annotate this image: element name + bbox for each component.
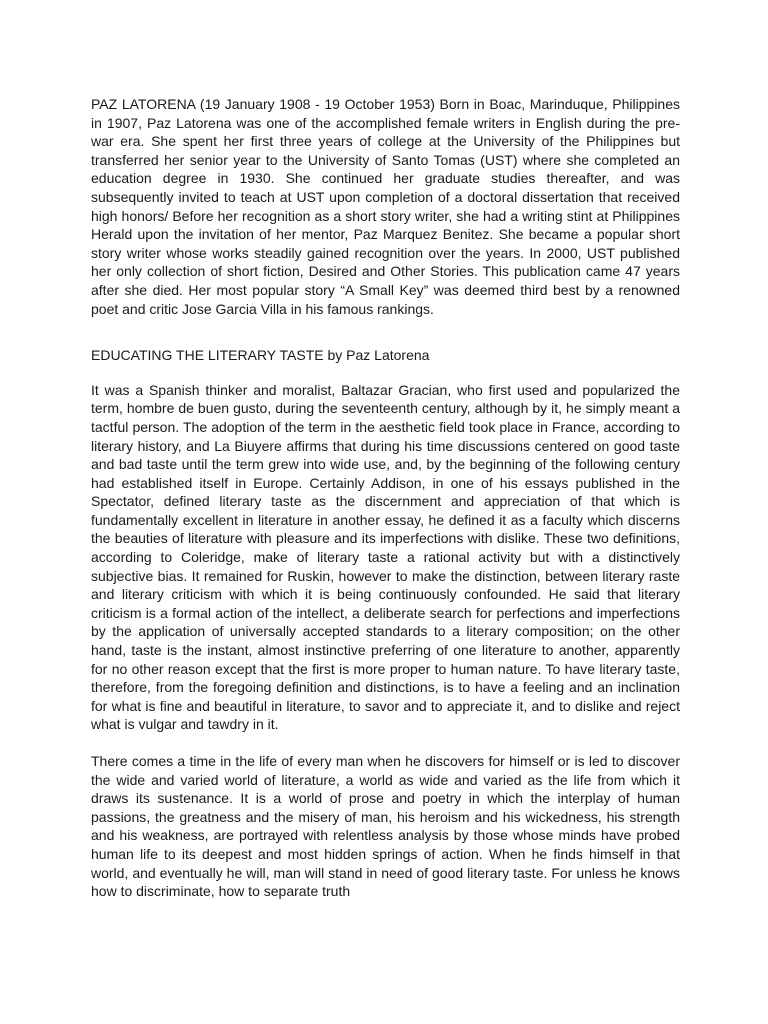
essay-paragraph-1: It was a Spanish thinker and moralist, Baltazar Gracian, who first used and popularized the term, hombre de buen gusto, during the seventeenth century, although by it, he simply meant a tactful person. The adoption of the term in the aesthetic field took place in France, according to literary history, and La Biuyere affirms that during his time discussions centered on good taste and bad taste until the term grew into wide use, and, by the beginning of the following century had established itself in Europe. Certainly Addison, in one of his essays published in the Spectator, defined literary taste as the discernment and appreciation of that which is fundamentally excellent in literature in another essay, he defined it as a faculty which discerns the beauties of literature with pleasure and its imperfections with dislike. These two definitions, according to Coleridge, make of literary taste a rational activity but with a distinctively subjective bias. It remained for Ruskin, however to make the distinction, between literary raste and literary criticism with which it is being continuously confounded. He said that literary criticism is a formal action of the intellect, a deliberate search for perfections and imperfections by the application of universally accepted standards to a literary composition; on the other hand, taste is the instant, almost instinctive preferring of one literature to another, apparently for no other reason except that the first is more proper to human nature. To have literary taste, therefore, from the foregoing definition and distinctions, is to have a feeling and an inclination for what is fine and beautiful in literature, to savor and to appreciate it, and to dislike and reject what is vulgar and tawdry in it. xyxy=(91,381,680,733)
essay-paragraph-2: There comes a time in the life of every man when he discovers for himself or is led to discover the wide and varied world of literature, a world as wide and varied as the life from which it draws its sustenance. It is a world of prose and poetry in which the interplay of human passions, the greatness and the misery of man, his heroism and his wickedness, his strength and his weakness, are portrayed with relentless analysis by those whose minds have probed human life to its deepest and most hidden springs of action. When he finds himself in that world, and eventually he will, man will stand in need of good literary taste. For unless he knows how to discriminate, how to separate truth xyxy=(91,753,680,900)
author-bio-paragraph: PAZ LATORENA (19 January 1908 - 19 October 1953) Born in Boac, Marinduque, Philippines in 1907, Paz Latorena was one of the accomplished female writers in English during the pre-war era. She spent her first three years of college at the University of the Philippines but transferred her senior year to the University of Santo Tomas (UST) where she completed an education degree in 1930. She continued her graduate studies thereafter, and was subsequently invited to teach at UST upon completion of a doctoral dissertation that received high honors/ Before her recognition as a short story writer, she had a writing stint at Philippines Herald upon the invitation of her mentor, Paz Marquez Benitez. She became a popular short story writer whose works steadily gained recognition over the years. In 2000, UST published her only collection of short fiction, Desired and Other Stories. This publication came 47 years after she died. Her most popular story “A Small Key” was deemed third best by a renowned poet and critic Jose Garcia Villa in his famous rankings. xyxy=(91,96,680,317)
essay-title: EDUCATING THE LITERARY TASTE by Paz Latorena xyxy=(91,347,430,364)
